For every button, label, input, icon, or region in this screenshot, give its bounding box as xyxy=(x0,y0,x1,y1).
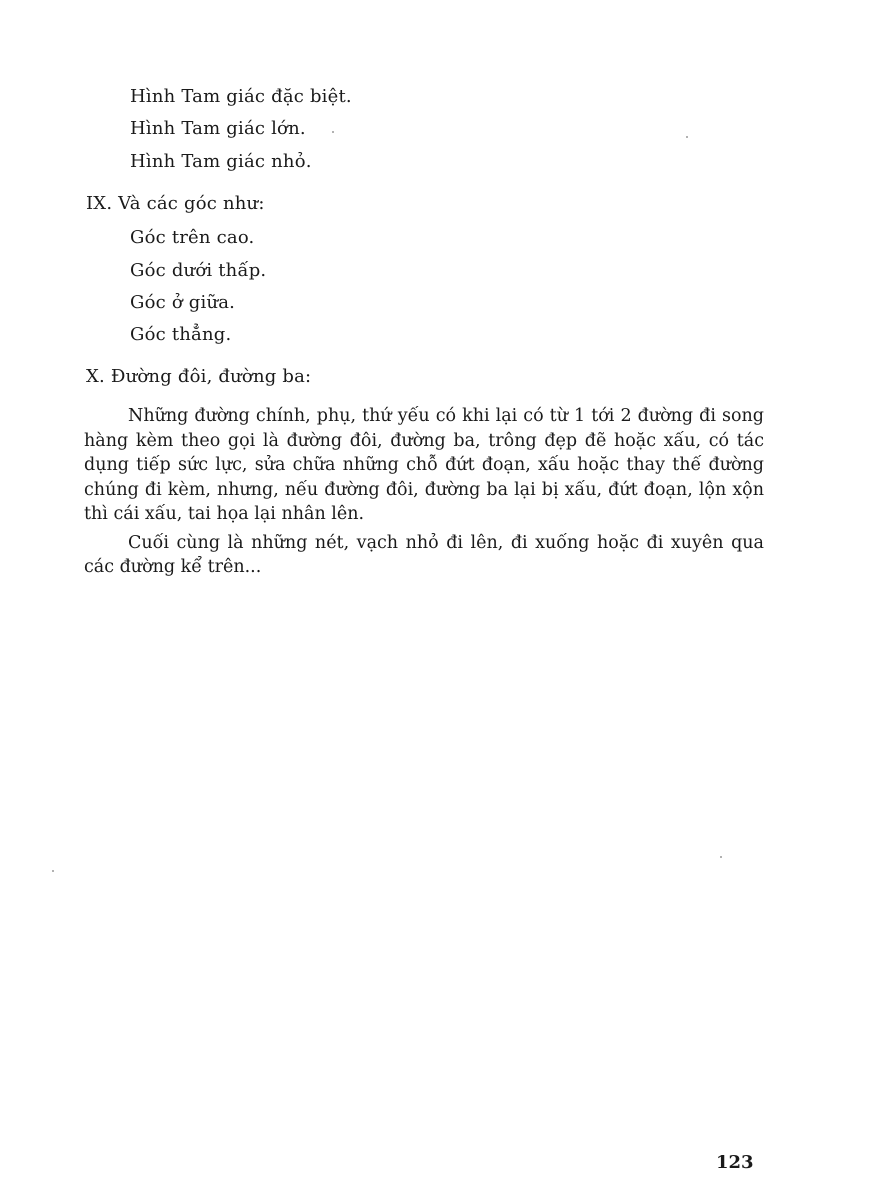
scan-speck xyxy=(720,856,722,858)
scan-speck xyxy=(332,131,334,133)
scan-speck xyxy=(52,870,54,872)
angle-item: Góc dưới thấp. xyxy=(130,260,267,281)
angle-item: Góc ở giữa. xyxy=(130,292,236,313)
section-x-heading: X. Đường đôi, đường ba: xyxy=(86,366,312,387)
triangle-item: Hình Tam giác lớn. xyxy=(130,118,306,139)
scan-speck xyxy=(686,136,688,138)
triangle-item: Hình Tam giác nhỏ. xyxy=(130,151,312,172)
triangle-item: Hình Tam giác đặc biệt. xyxy=(130,86,352,107)
angle-item: Góc trên cao. xyxy=(130,227,255,248)
paragraph: Cuối cùng là những nét, vạch nhỏ đi lên, đi xuống hoặc đi xuyên qua các đường kể trên... xyxy=(84,532,764,577)
section-x-body xyxy=(84,404,764,580)
page-number: 123 xyxy=(716,1152,754,1173)
section-ix-heading: IX. Và các góc như: xyxy=(86,193,265,214)
angle-item: Góc thẳng. xyxy=(130,324,232,345)
paragraph: Những đường chính, phụ, thứ yếu có khi lại có từ 1 tới 2 đường đi song hàng kèm theo gọi là đường đôi, đường ba, trông đẹp đẽ hoặc xấu, có tác dụng tiếp sức lực, sửa chữa những chỗ đứt đoạn, xấu hoặc thay thế đường chúng đi kèm, nhưng, nếu đường đôi, đường ba lại bị xấu, đứt đoạn, lộn xộn thì cái xấu, tai họa lại nhân lên. xyxy=(84,406,764,524)
